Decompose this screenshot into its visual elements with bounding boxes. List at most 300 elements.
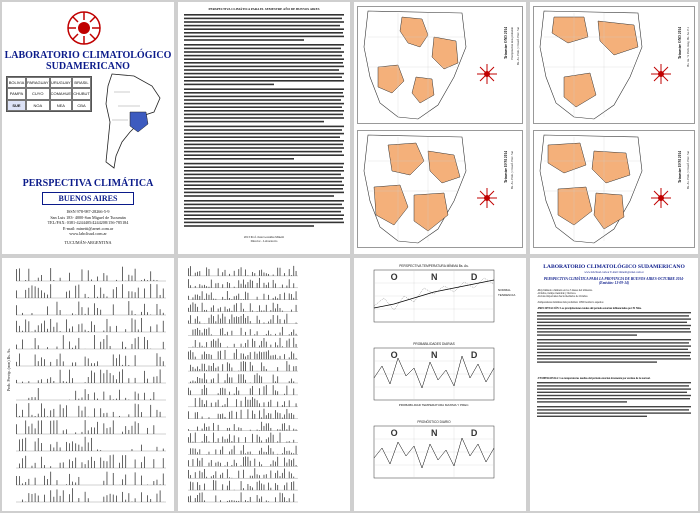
histogram-bar — [116, 399, 117, 400]
histogram-bar — [47, 347, 48, 349]
histogram-bar — [110, 395, 111, 400]
histogram-bar — [252, 386, 253, 395]
histogram-bar — [227, 282, 228, 288]
histogram-bar — [204, 469, 205, 478]
histogram-bar — [241, 374, 242, 383]
histogram-bar — [22, 339, 23, 349]
histogram-bar — [104, 497, 105, 502]
histogram-bar — [266, 415, 267, 419]
histogram-bar — [135, 421, 136, 434]
histogram-bar — [280, 332, 281, 335]
histogram-bar — [227, 486, 228, 490]
histogram-bar — [277, 298, 278, 300]
histogram-bar — [63, 430, 64, 434]
histogram-bar — [220, 463, 221, 466]
histogram-bar — [94, 303, 95, 315]
histogram-bar — [188, 470, 189, 478]
histogram-bar — [94, 428, 95, 434]
histogram-bar — [79, 477, 80, 485]
histogram-bar — [275, 381, 276, 383]
histogram-bar — [204, 484, 205, 491]
histogram-bar — [234, 394, 235, 395]
chart2-title: PROBABILIDADES DIARIAS — [413, 342, 455, 346]
histogram-bar — [50, 466, 51, 468]
histogram-bar — [44, 476, 45, 485]
histogram-bar — [119, 390, 120, 400]
histogram-bar — [225, 307, 226, 312]
histogram-bar — [232, 314, 233, 323]
histogram-bar — [277, 402, 278, 407]
histogram-bar — [16, 269, 17, 281]
histogram-bar — [54, 381, 55, 383]
histogram-bar — [138, 337, 139, 349]
histogram-bar — [225, 317, 226, 324]
histogram-bar — [236, 387, 237, 395]
histogram-bar — [19, 464, 20, 468]
histogram-bar — [104, 273, 105, 281]
histogram-bar — [275, 355, 276, 359]
histogram-bar — [213, 475, 214, 478]
histogram-bar — [268, 331, 269, 336]
histogram-bar — [160, 412, 161, 417]
histogram-bar — [97, 422, 98, 434]
histogram-bar — [193, 330, 194, 336]
histogram-bar — [85, 492, 86, 502]
histogram-bar — [32, 466, 33, 468]
histogram-bar — [206, 388, 207, 395]
chart2-month: D — [470, 350, 478, 360]
histogram-bar — [16, 424, 17, 434]
histogram-bar — [209, 441, 210, 442]
histogram-bar — [22, 410, 23, 417]
histogram-bar — [157, 353, 158, 366]
region-cell: URUGUAY — [50, 77, 72, 88]
histogram-bar — [16, 362, 17, 366]
histogram-bar — [280, 493, 281, 502]
histogram-bar — [199, 398, 200, 407]
chart1-month: D — [470, 272, 478, 282]
histogram-bar — [135, 459, 136, 468]
histogram-bar — [218, 283, 219, 288]
chart1-month: N — [431, 272, 438, 282]
histogram-bar — [287, 361, 288, 371]
histogram-bar — [284, 320, 285, 324]
histogram-bar — [38, 496, 39, 502]
histogram-bar — [88, 358, 89, 366]
histogram-bar — [25, 456, 26, 468]
histogram-bar — [284, 485, 285, 490]
histogram-bar — [50, 319, 51, 332]
histogram-bar — [50, 444, 51, 451]
histogram-bar — [271, 428, 272, 431]
region-grid — [6, 76, 92, 112]
histogram-bar — [229, 274, 230, 276]
histogram-bar — [100, 288, 101, 298]
histogram-bar — [91, 371, 92, 383]
histogram-bar — [202, 417, 203, 419]
histogram-bar — [222, 437, 223, 443]
cover-lab-line1: LABORATORIO CLIMATOLÓGICO — [4, 50, 172, 61]
histogram-bar — [232, 299, 233, 300]
chart2-month: O — [390, 350, 398, 360]
histogram-bar — [69, 370, 70, 383]
histogram-bar — [72, 488, 73, 502]
histogram-bar — [245, 456, 246, 466]
histogram-bar — [60, 463, 61, 468]
histogram-bar — [125, 500, 126, 502]
histogram-bar — [273, 275, 274, 276]
histogram-bar — [204, 310, 205, 312]
chart3-title: PRONÓSTICO DIARIO — [417, 420, 451, 424]
histogram-bar — [241, 284, 242, 288]
histogram-bar — [54, 409, 55, 417]
histogram-bar — [195, 329, 196, 335]
histogram-bar — [222, 284, 223, 288]
histogram-bar — [197, 307, 198, 312]
histogram-bar — [252, 410, 253, 418]
histogram-bar — [222, 446, 223, 454]
histogram-bar — [218, 338, 219, 347]
histogram-bar — [271, 433, 272, 443]
histogram-bar — [250, 352, 251, 359]
histogram-bar — [160, 357, 161, 366]
histogram-bar — [188, 296, 189, 300]
histogram-bar — [202, 346, 203, 347]
histogram-bar — [266, 500, 267, 502]
histogram-bar — [216, 341, 217, 347]
histogram-bar — [220, 343, 221, 347]
histogram-bar — [197, 458, 198, 466]
histogram-bar — [284, 458, 285, 467]
histogram-bar — [273, 375, 274, 383]
histogram-bar — [209, 452, 210, 455]
histogram-bar — [259, 410, 260, 418]
histogram-bar — [254, 375, 255, 383]
histogram-bar — [293, 459, 294, 467]
histogram-bar — [104, 392, 105, 400]
histogram-bar — [216, 368, 217, 371]
histogram-bar — [116, 326, 117, 332]
histogram-bar — [163, 288, 164, 298]
histogram-bar — [287, 386, 288, 395]
histogram-bar — [135, 314, 136, 315]
histogram-bar — [284, 447, 285, 454]
histogram-bar — [287, 429, 288, 430]
histogram-bar — [85, 407, 86, 417]
histogram-bar — [195, 412, 196, 418]
histogram-bar — [268, 483, 269, 490]
histogram-bar — [282, 424, 283, 431]
histogram-bar — [250, 400, 251, 407]
histogram-bar — [289, 339, 290, 348]
histogram-bar — [296, 271, 297, 276]
histogram-bar — [202, 429, 203, 431]
histogram-bar — [289, 425, 290, 430]
histogram-bar — [245, 285, 246, 288]
histogram-bar — [88, 394, 89, 400]
histogram-bar — [275, 334, 276, 336]
histogram-bar — [277, 471, 278, 479]
histogram-bar — [206, 370, 207, 371]
histogram-bar — [220, 319, 221, 324]
histogram-bar — [129, 430, 130, 434]
histogram-bar — [250, 497, 251, 502]
histogram-bar — [273, 452, 274, 455]
histogram-bar — [141, 312, 142, 315]
histogram-bar — [204, 404, 205, 407]
histogram-bar — [236, 399, 237, 407]
histogram-bar — [245, 453, 246, 454]
histogram-bar — [25, 438, 26, 451]
histogram-bar — [79, 324, 80, 332]
histogram-bar — [25, 319, 26, 332]
histogram-bar — [287, 451, 288, 454]
histogram-bar — [293, 366, 294, 371]
histogram-bar — [261, 422, 262, 431]
histogram-bar — [229, 319, 230, 323]
histogram-bar — [271, 414, 272, 419]
histogram-bar — [293, 415, 294, 419]
cover-perspectiva-title: PERSPECTIVA CLIMÁTICA — [22, 178, 154, 189]
histogram-bar — [234, 271, 235, 276]
histogram-bar — [116, 379, 117, 383]
histogram-bar — [197, 482, 198, 490]
histogram-bar — [41, 323, 42, 332]
histogram-bar — [35, 286, 36, 298]
histogram-bar — [241, 465, 242, 466]
histogram-bar — [238, 294, 239, 300]
histogram-bar — [245, 362, 246, 371]
histogram-bar — [245, 318, 246, 324]
histogram-bar — [218, 425, 219, 431]
bulletin-point: -Octubre, tiempo inestable y lluvioso. — [537, 291, 577, 295]
histogram-bar — [75, 286, 76, 298]
histogram-bar — [197, 316, 198, 323]
histogram-bar — [35, 397, 36, 400]
histogram-bar — [79, 498, 80, 502]
histogram-bar — [261, 362, 262, 371]
histogram-bar — [38, 325, 39, 332]
histogram-bar — [234, 296, 235, 299]
maps-page-left — [354, 2, 526, 254]
histogram-bar — [257, 495, 258, 502]
histogram-bar — [236, 303, 237, 311]
histogram-bar — [268, 282, 269, 287]
histogram-bar — [193, 482, 194, 490]
chart1-month-labels — [374, 272, 494, 282]
histogram-bar — [91, 427, 92, 434]
histogram-left-bars — [16, 267, 166, 502]
histogram-bar — [209, 463, 210, 467]
histogram-bar — [57, 480, 58, 485]
histogram-bar — [190, 482, 191, 490]
histogram-bar — [273, 385, 274, 395]
histogram-bar — [110, 346, 111, 349]
histogram-bar — [138, 288, 139, 298]
histogram-bar — [229, 298, 230, 300]
histogram-bar — [50, 421, 51, 434]
histogram-bar — [257, 430, 258, 431]
histogram-bar — [213, 433, 214, 443]
histogram-bar — [199, 378, 200, 383]
histogram-bar — [41, 457, 42, 468]
histogram-bar — [85, 314, 86, 315]
histogram-bar — [241, 316, 242, 324]
histogram-bar — [229, 434, 230, 442]
histogram-bar — [209, 269, 210, 276]
histogram-bar — [195, 398, 196, 407]
histogram-bar — [122, 492, 123, 502]
histogram-bar — [245, 397, 246, 407]
histogram-bar — [218, 438, 219, 442]
histogram-bar — [232, 367, 233, 371]
histogram-bar — [218, 462, 219, 467]
histogram-bar — [241, 428, 242, 431]
histogram-bar — [199, 461, 200, 467]
map-c-graphic — [534, 7, 646, 123]
histogram-bar — [241, 401, 242, 407]
histogram-bar — [204, 347, 205, 348]
histogram-bar — [293, 494, 294, 502]
histogram-bar — [79, 302, 80, 315]
histogram-bar — [47, 295, 48, 298]
histogram-bar — [110, 427, 111, 434]
histogram-bar — [69, 474, 70, 485]
histogram-bar — [243, 299, 244, 300]
histogram-bar — [277, 454, 278, 455]
histogram-bar — [195, 340, 196, 347]
histogram-bar — [97, 297, 98, 298]
histogram-bar — [157, 280, 158, 281]
histogram-bar — [82, 462, 83, 468]
histogram-bar — [69, 494, 70, 502]
histogram-bar — [63, 361, 64, 366]
histogram-bar — [163, 449, 164, 451]
histogram-bar — [284, 293, 285, 300]
map-d-graphic — [534, 131, 646, 247]
histogram-bar — [257, 474, 258, 478]
histogram-bar — [144, 457, 145, 468]
histogram-bar — [293, 453, 294, 454]
histogram-bar — [277, 376, 278, 383]
histogram-bar — [261, 483, 262, 490]
histogram-bar — [245, 437, 246, 442]
intro-page — [178, 2, 350, 254]
histogram-bar — [147, 428, 148, 434]
histogram-bar — [54, 420, 55, 434]
histogram-bar — [213, 305, 214, 311]
histogram-bar — [16, 404, 17, 417]
histogram-bar — [135, 472, 136, 485]
histogram-bar — [259, 305, 260, 311]
histogram-bar — [129, 275, 130, 281]
histogram-bar — [104, 423, 105, 434]
histogram-bar — [75, 443, 76, 451]
region-cell: BOLIVIA — [7, 77, 26, 88]
histogram-bar — [150, 399, 151, 400]
histogram-bar — [266, 285, 267, 288]
histogram-bar — [225, 350, 226, 359]
histogram-bar — [193, 302, 194, 311]
histogram-bar — [248, 400, 249, 407]
cover-page — [2, 2, 174, 254]
histogram-bar — [293, 266, 294, 276]
histogram-bar — [209, 426, 210, 430]
histogram-bar — [104, 413, 105, 417]
histogram-bar — [204, 285, 205, 288]
histogram-bar — [234, 344, 235, 347]
histogram-bar — [57, 489, 58, 502]
histogram-bar — [250, 486, 251, 490]
histogram-bar — [38, 361, 39, 366]
histogram-bar — [268, 437, 269, 442]
histogram-bar — [38, 421, 39, 434]
histogram-bar — [243, 347, 244, 348]
bulletin-text-block-a — [537, 312, 691, 370]
histogram-bar — [22, 382, 23, 383]
histogram-bar — [91, 457, 92, 468]
histogram-bar — [193, 352, 194, 359]
histogram-bar — [234, 501, 235, 502]
histogram-bar — [129, 291, 130, 298]
histogram-bar — [157, 410, 158, 417]
histogram-bar — [35, 428, 36, 434]
histogram-bar — [63, 335, 64, 349]
histogram-bar — [225, 388, 226, 394]
histogram-bar — [220, 351, 221, 359]
bulletin-point: -Muy húmedo a húmedo en los 3 meses del trimestre. — [537, 288, 593, 292]
histogram-bar — [88, 498, 89, 502]
histogram-bar — [107, 370, 108, 383]
histogram-bar — [229, 364, 230, 372]
histogram-bar — [296, 334, 297, 336]
histogram-bar — [94, 392, 95, 400]
histogram-bar — [236, 296, 237, 300]
histogram-bar — [254, 352, 255, 360]
histogram-bar — [195, 381, 196, 383]
histogram-bar — [236, 316, 237, 323]
map-b-subtitle: Bs. As. Prob. y Clasif. Prec. Sat — [510, 151, 514, 190]
histogram-bar — [261, 464, 262, 466]
histogram-bar — [199, 342, 200, 347]
histogram-bar — [119, 463, 120, 468]
histogram-bar — [280, 268, 281, 276]
histogram-bar — [227, 309, 228, 311]
histogram-bar — [273, 435, 274, 443]
histogram-bar — [41, 420, 42, 434]
histogram-bar — [259, 388, 260, 395]
histogram-bar — [261, 417, 262, 418]
histogram-bar — [264, 294, 265, 300]
histogram-bar — [257, 331, 258, 335]
histogram-bar — [197, 495, 198, 502]
histogram-bar — [213, 339, 214, 347]
histogram-bar — [271, 488, 272, 490]
region-cell: NEA — [50, 100, 72, 111]
histogram-bar — [271, 345, 272, 348]
histogram-bar — [234, 460, 235, 467]
histogram-bar — [75, 346, 76, 349]
map-c-footnote: Bs. As. % Prob. Asig. Bs. As. P.1 — [686, 27, 690, 67]
histogram-bar — [232, 331, 233, 336]
histogram-bar — [22, 313, 23, 315]
histogram-bar — [135, 392, 136, 400]
histogram-bar — [147, 340, 148, 349]
histogram-bar — [199, 369, 200, 371]
histogram-bar — [284, 401, 285, 407]
histogram-bar — [154, 280, 155, 281]
histogram-bar — [107, 275, 108, 281]
